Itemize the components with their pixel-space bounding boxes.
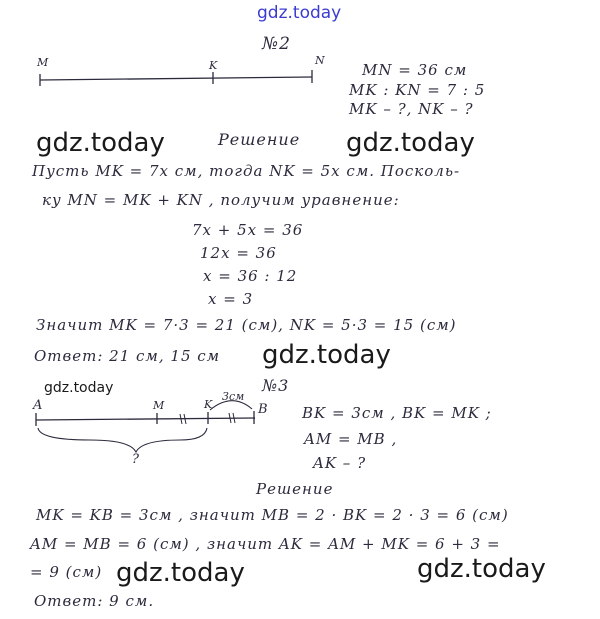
- given-line: MK : KN = 7 : 5: [349, 81, 486, 99]
- solution-line: MK = KB = 3см , значит MB = 2 · BK = 2 · 3 = 6 (см): [36, 506, 509, 524]
- problem-3-number: №3: [262, 376, 290, 395]
- equation: x = 36 : 12: [203, 267, 298, 285]
- given-line: MK – ?, NK – ?: [349, 100, 474, 118]
- equation: 7x + 5x = 36: [192, 221, 304, 239]
- label-b: B: [258, 402, 268, 417]
- equation: x = 3: [208, 290, 254, 308]
- watermark-top: gdz.today: [257, 3, 342, 23]
- label-k: K: [209, 59, 218, 72]
- answer: Ответ: 9 см.: [34, 592, 155, 610]
- watermark: gdz.today: [346, 128, 475, 158]
- brace-ak: [38, 428, 207, 452]
- watermark: gdz.today: [262, 340, 391, 370]
- label-m: M: [37, 56, 49, 69]
- solution-line: = 9 (см): [30, 563, 103, 581]
- solution-line: Пусть MK = 7x см, тогда NK = 5x см. Посколь-: [32, 162, 461, 180]
- segment-ab-line: [36, 418, 255, 420]
- label-m: M: [153, 399, 165, 412]
- given-line: MN = 36 см: [362, 61, 468, 79]
- answer: Ответ: 21 см, 15 см: [34, 347, 221, 365]
- given-line: AK – ?: [313, 454, 367, 472]
- watermark: gdz.today: [36, 128, 165, 158]
- given-line: AM = MB ,: [304, 430, 398, 448]
- watermark: gdz.today: [116, 558, 245, 588]
- given-line: BK = 3см , BK = MK ;: [302, 404, 492, 422]
- label-length: 3см: [222, 390, 245, 403]
- solution-title: Решение: [256, 480, 334, 498]
- label-n: N: [315, 54, 325, 67]
- problem-2-number: №2: [262, 34, 291, 54]
- label-a: A: [33, 398, 43, 413]
- solution-title: Решение: [218, 130, 301, 149]
- watermark: gdz.today: [417, 554, 546, 584]
- equation: 12x = 36: [200, 244, 277, 262]
- conclusion: Значит MK = 7·3 = 21 (см), NK = 5·3 = 15 (см): [36, 316, 457, 334]
- solution-line: AM = MB = 6 (см) , значит AK = AM + MK = 6 + 3 =: [30, 535, 501, 553]
- watermark: gdz.today: [44, 380, 114, 396]
- label-question: ?: [132, 452, 139, 467]
- solution-line: ку MN = MK + KN , получим уравнение:: [42, 191, 400, 209]
- label-k: K: [204, 398, 213, 411]
